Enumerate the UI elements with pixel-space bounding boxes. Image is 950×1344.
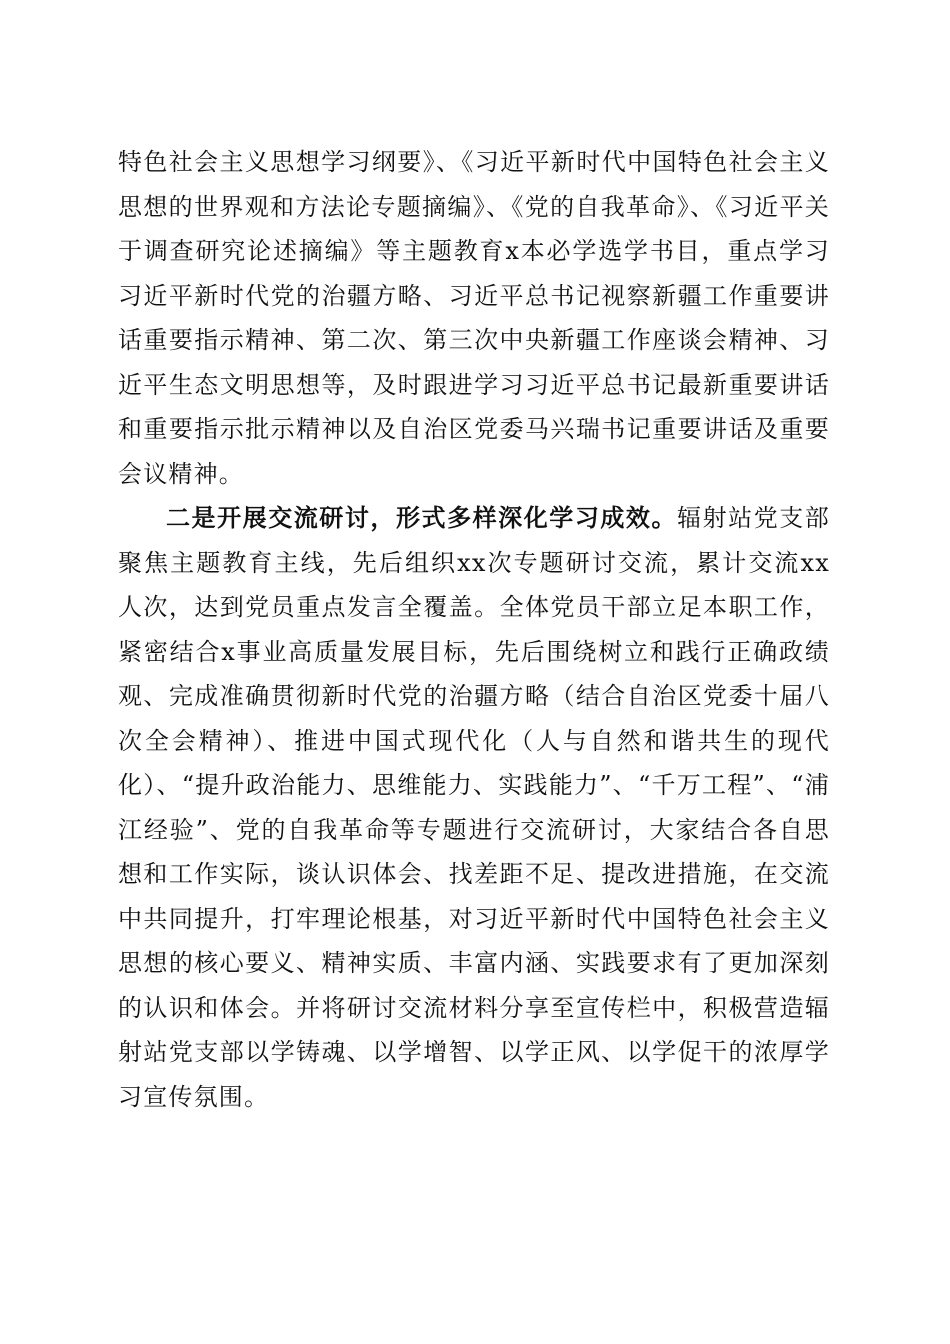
document-body [118,140,830,1119]
paragraph-continuation: 特色社会主义思想学习纲要》、《习近平新时代中国特色社会主义思想的世界观和方法论专题摘编》、《党的自我革命》、《习近平关于调查研究论述摘编》等主题教育x本必学选学书目，重点学习习近平新时代党的治疆方略、习近平总书记视察新疆工作重要讲话重要指示精神、第二次、第三次中央新疆工作座谈会精神、习近平生态文明思想等，及时跟进学习习近平总书记最新重要讲话和重要指示批示精神以及自治区党委马兴瑞书记重要讲话及重要会议精神。 [118,148,830,488]
paragraph-exchange-seminar [118,496,830,1119]
paragraph-body-text: 辐射站党支部聚焦主题教育主线，先后组织xx次专题研讨交流，累计交流xx人次，达到党员重点发言全覆盖。全体党员干部立足本职工作，紧密结合x事业高质量发展目标，先后围绕树立和践行正确政绩观、完成准确贯彻新时代党的治疆方略（结合自治区党委十届八次全会精神）、推进中国式现代化（人与自然和谐共生的现代化）、“提升政治能力、思维能力、实践能力”、“千万工程”、“浦江经验”、党的自我革命等专题进行交流研讨，大家结合各自思想和工作实际，谈认识体会、找差距不足、提改进措施，在交流中共同提升，打牢理论根基，对习近平新时代中国特色社会主义思想的核心要义、精神实质、丰富内涵、实践要求有了更加深刻的认识和体会。并将研讨交流材料分享至宣传栏中，积极营造辐射站党支部以学铸魂、以学增智、以学正风、以学促干的浓厚学习宣传氛围。 [118,504,831,1111]
paragraph-lead-heading: 二是开展交流研讨，形式多样深化学习成效。 [166,503,678,532]
